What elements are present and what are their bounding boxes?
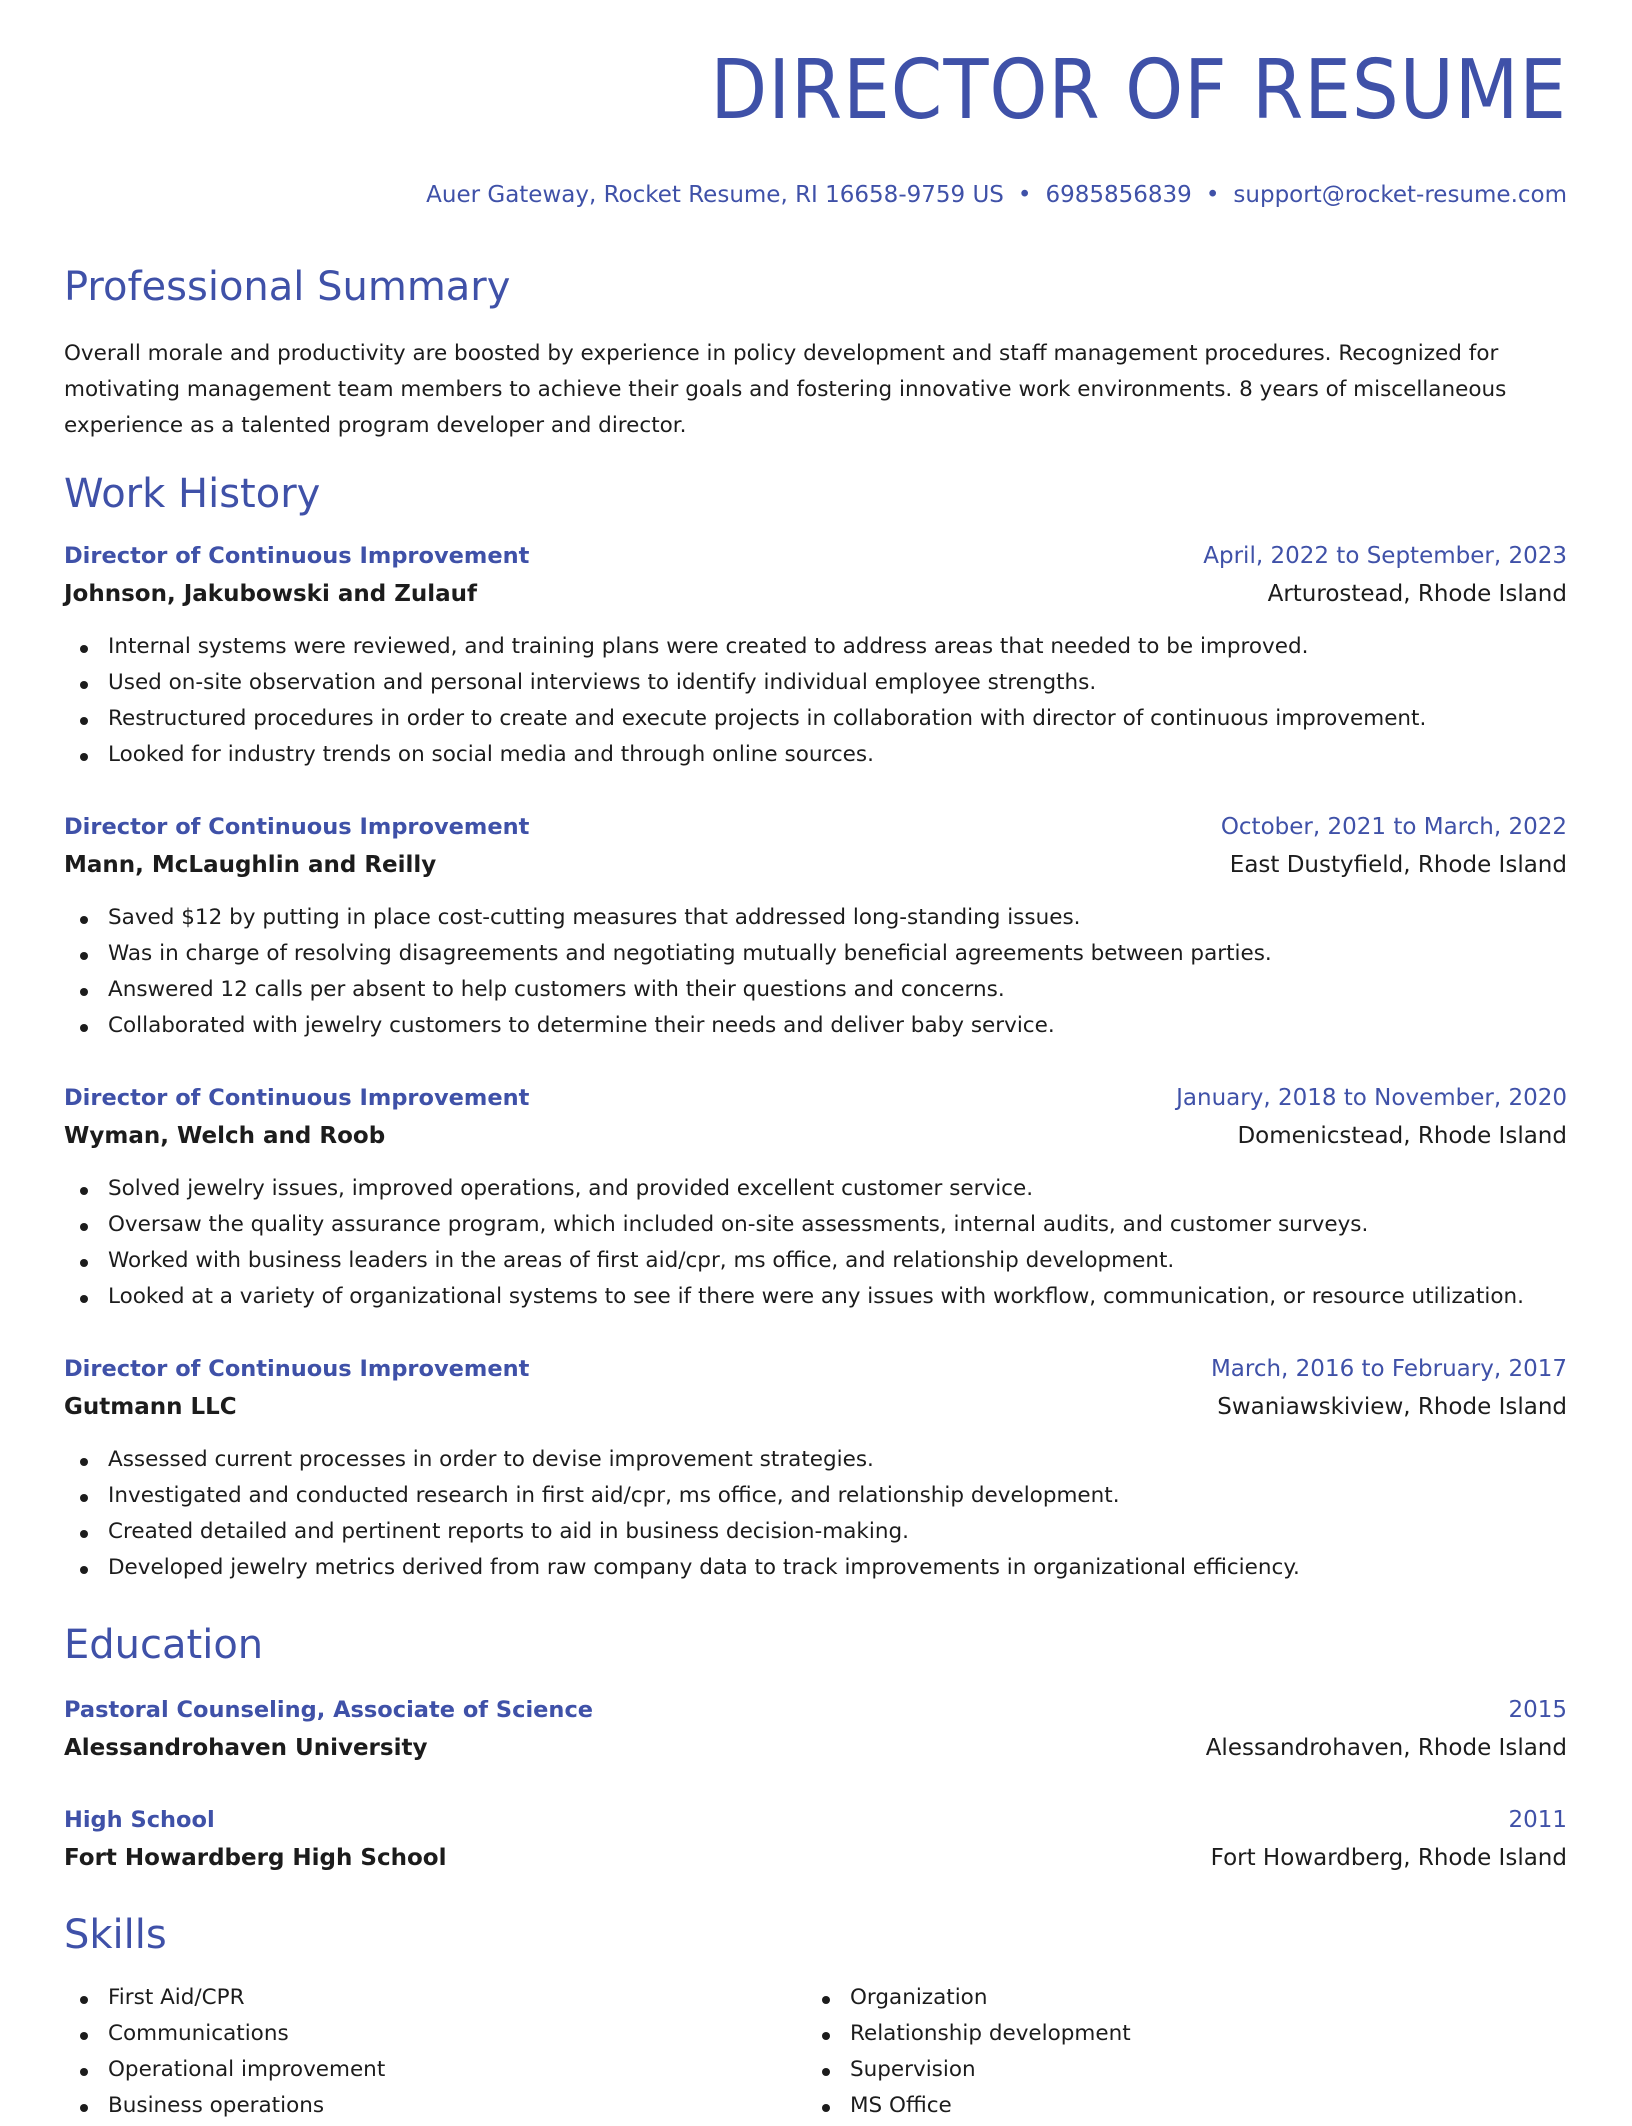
- job-dates: April, 2022 to September, 2023: [1203, 543, 1567, 569]
- education-degree: High School: [64, 1807, 215, 1833]
- summary-text: Overall morale and productivity are boosted by experience in policy development and staff management procedures. Recognized for motivating management team members to achieve their goals and fostering innovative work environments. 8 years of miscellaneous experience as a talented program developer and director.: [64, 341, 1507, 438]
- contact-phone: 6985856839: [1045, 182, 1192, 208]
- education-entry: [64, 1807, 1567, 1881]
- skills-column-left: [64, 1982, 806, 2126]
- resume-name: DIRECTOR OF RESUME: [710, 43, 1567, 138]
- job-bullet: Worked with business leaders in the areas of first aid/cpr, ms office, and relationship development.: [64, 1245, 1567, 1281]
- job-title-row: [64, 814, 1567, 850]
- job-bullet: Saved $12 by putting in place cost-cutting measures that addressed long-standing issues.: [64, 902, 1567, 938]
- job-bullet: Collaborated with jewelry customers to determine their needs and deliver baby service.: [64, 1010, 1567, 1046]
- education-location: Fort Howardberg, Rhode Island: [1210, 1845, 1567, 1871]
- job-location: Swaniawskiview, Rhode Island: [1217, 1394, 1567, 1420]
- job-bullet: Looked for industry trends on social media and through online sources.: [64, 739, 1567, 775]
- job-title: Director of Continuous Improvement: [64, 1356, 530, 1382]
- education-school: Fort Howardberg High School: [64, 1845, 447, 1871]
- job-bullet: Answered 12 calls per absent to help customers with their questions and concerns.: [64, 974, 1567, 1010]
- job-entry: [64, 1356, 1567, 1588]
- education-school: Alessandrohaven University: [64, 1735, 428, 1761]
- skill-item: Communications: [64, 2018, 806, 2054]
- skill-item: First Aid/CPR: [64, 1982, 806, 2018]
- job-company-row: [64, 581, 1567, 617]
- skills-list: [64, 1982, 1567, 2126]
- job-bullet: Solved jewelry issues, improved operations, and provided excellent customer service.: [64, 1173, 1567, 1209]
- job-bullet: Investigated and conducted research in first aid/cpr, ms office, and relationship development.: [64, 1480, 1567, 1516]
- skill-item: Business operations: [64, 2090, 806, 2126]
- job-company: Johnson, Jakubowski and Zulauf: [64, 581, 478, 607]
- work-history-heading: Work History: [64, 471, 321, 517]
- job-dates: October, 2021 to March, 2022: [1220, 814, 1567, 840]
- education-year: 2015: [1508, 1697, 1567, 1723]
- job-company: Wyman, Welch and Roob: [64, 1123, 386, 1149]
- education-school-row: [64, 1735, 1567, 1771]
- job-title: Director of Continuous Improvement: [64, 543, 530, 569]
- skill-item: Supervision: [806, 2054, 1548, 2090]
- job-title-row: [64, 1356, 1567, 1392]
- job-bullets: [64, 1444, 1567, 1588]
- skill-item: Relationship development: [806, 2018, 1548, 2054]
- job-location: East Dustyfield, Rhode Island: [1229, 852, 1567, 878]
- education-heading: Education: [64, 1622, 264, 1668]
- skill-item: Operational improvement: [64, 2054, 806, 2090]
- contact-email: support@rocket-resume.com: [1233, 182, 1567, 208]
- job-title-row: [64, 543, 1567, 579]
- contact-address: Auer Gateway, Rocket Resume, RI 16658-9759 US: [426, 182, 1004, 208]
- education-degree-row: [64, 1807, 1567, 1843]
- contact-separator: •: [1205, 182, 1220, 208]
- job-company-row: [64, 1123, 1567, 1159]
- job-bullet: Restructured procedures in order to create and execute projects in collaboration with director of continuous improvement.: [64, 703, 1567, 739]
- job-entry: [64, 1085, 1567, 1317]
- education-location: Alessandrohaven, Rhode Island: [1205, 1735, 1567, 1761]
- job-bullet: Internal systems were reviewed, and training plans were created to address areas that needed to be improved.: [64, 631, 1567, 667]
- job-bullet: Created detailed and pertinent reports to aid in business decision-making.: [64, 1516, 1567, 1552]
- summary-heading: Professional Summary: [64, 264, 511, 310]
- skill-item: MS Office: [806, 2090, 1548, 2126]
- job-dates: March, 2016 to February, 2017: [1210, 1356, 1567, 1382]
- education-entry: [64, 1697, 1567, 1771]
- contact-separator: •: [1017, 182, 1032, 208]
- job-bullets: [64, 902, 1567, 1046]
- job-title: Director of Continuous Improvement: [64, 814, 530, 840]
- job-bullet: Used on-site observation and personal interviews to identify individual employee strengths.: [64, 667, 1567, 703]
- job-bullet: Assessed current processes in order to devise improvement strategies.: [64, 1444, 1567, 1480]
- job-company: Gutmann LLC: [64, 1394, 237, 1420]
- job-company-row: [64, 852, 1567, 888]
- education-degree-row: [64, 1697, 1567, 1733]
- job-entry: [64, 543, 1567, 775]
- job-dates: January, 2018 to November, 2020: [1176, 1085, 1567, 1111]
- job-company: Mann, McLaughlin and Reilly: [64, 852, 437, 878]
- education-degree: Pastoral Counseling, Associate of Science: [64, 1697, 594, 1723]
- job-entry: [64, 814, 1567, 1046]
- contact-line: [426, 182, 1567, 208]
- job-bullets: [64, 1173, 1567, 1317]
- job-title: Director of Continuous Improvement: [64, 1085, 530, 1111]
- job-bullet: Looked at a variety of organizational systems to see if there were any issues with workflow, communication, or resource utilization.: [64, 1281, 1567, 1317]
- education-year: 2011: [1508, 1807, 1567, 1833]
- job-title-row: [64, 1085, 1567, 1121]
- skill-item: Organization: [806, 1982, 1548, 2018]
- skills-column-right: [806, 1982, 1548, 2126]
- job-location: Arturostead, Rhode Island: [1267, 581, 1567, 607]
- job-bullet: Was in charge of resolving disagreements and negotiating mutually beneficial agreements between parties.: [64, 938, 1567, 974]
- education-school-row: [64, 1845, 1567, 1881]
- job-bullet: Oversaw the quality assurance program, which included on-site assessments, internal audits, and customer surveys.: [64, 1209, 1567, 1245]
- job-location: Domenicstead, Rhode Island: [1237, 1123, 1567, 1149]
- job-bullets: [64, 631, 1567, 775]
- skills-heading: Skills: [64, 1912, 167, 1958]
- job-company-row: [64, 1394, 1567, 1430]
- job-bullet: Developed jewelry metrics derived from raw company data to track improvements in organizational efficiency.: [64, 1552, 1567, 1588]
